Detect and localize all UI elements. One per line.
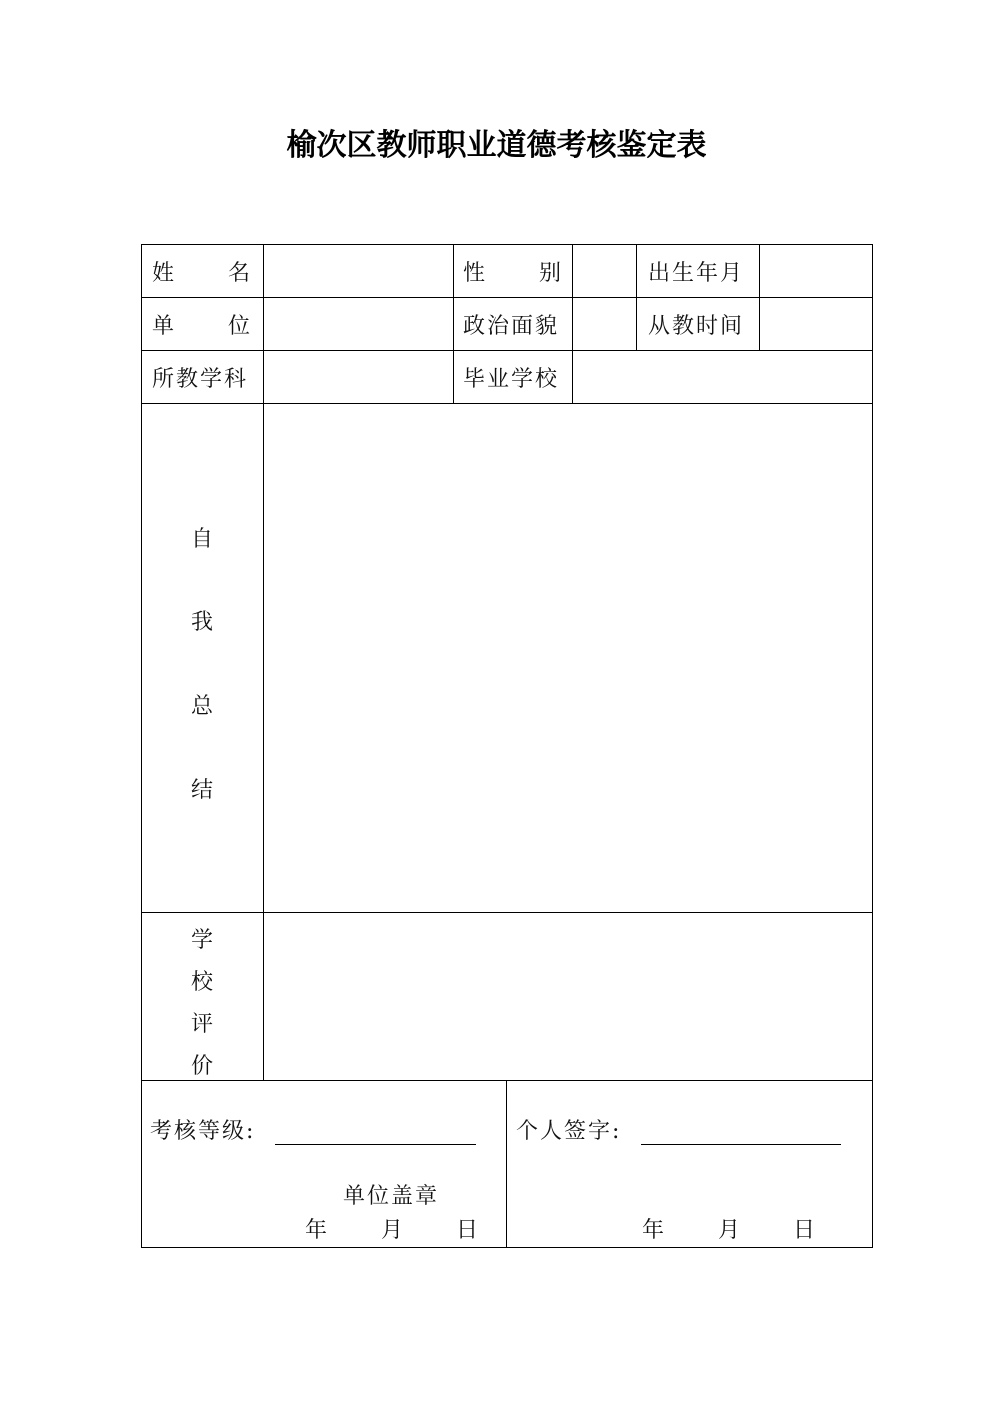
col-divider bbox=[506, 1080, 507, 1248]
signature-label: 个人签字: bbox=[516, 1119, 622, 1144]
label-char: 姓 bbox=[152, 261, 175, 286]
gender-label bbox=[463, 262, 561, 286]
page-title: 榆次区教师职业道德考核鉴定表 bbox=[286, 128, 707, 163]
label-char: 名 bbox=[227, 261, 250, 286]
unit-label bbox=[152, 315, 250, 339]
graduate-school-label: 毕业学校 bbox=[463, 367, 560, 392]
label-char: 总 bbox=[190, 694, 213, 719]
school-evaluation-field[interactable] bbox=[264, 913, 872, 1080]
table-border-right bbox=[872, 244, 873, 1248]
political-status-field[interactable] bbox=[573, 298, 636, 350]
date-month-label: 月 bbox=[718, 1218, 741, 1243]
label-char: 价 bbox=[190, 1054, 213, 1079]
name-label bbox=[152, 262, 250, 286]
label-char: 校 bbox=[190, 970, 213, 995]
subject-label: 所教学科 bbox=[152, 367, 249, 392]
date-year-label: 年 bbox=[305, 1218, 328, 1243]
date-day-label: 日 bbox=[456, 1218, 479, 1243]
self-summary-field[interactable] bbox=[264, 404, 872, 912]
teaching-since-label: 从教时间 bbox=[648, 314, 745, 339]
label-char: 结 bbox=[190, 778, 213, 803]
date-year-label: 年 bbox=[642, 1218, 665, 1243]
label-char: 位 bbox=[227, 314, 250, 339]
col-divider bbox=[453, 244, 454, 404]
teaching-since-field[interactable] bbox=[760, 298, 872, 350]
graduate-school-field[interactable] bbox=[573, 351, 872, 403]
label-char: 我 bbox=[190, 610, 213, 635]
unit-seal-label: 单位盖章 bbox=[343, 1184, 440, 1209]
label-char: 单 bbox=[152, 314, 175, 339]
name-field[interactable] bbox=[264, 245, 453, 297]
date-day-label: 日 bbox=[793, 1218, 816, 1243]
birth-date-field[interactable] bbox=[760, 245, 872, 297]
gender-field[interactable] bbox=[573, 245, 636, 297]
label-char: 性 bbox=[463, 261, 486, 286]
political-status-label: 政治面貌 bbox=[463, 314, 560, 339]
col-divider bbox=[636, 244, 637, 351]
birth-date-label: 出生年月 bbox=[648, 261, 745, 286]
label-char: 别 bbox=[538, 261, 561, 286]
unit-field[interactable] bbox=[264, 298, 453, 350]
date-month-label: 月 bbox=[381, 1218, 404, 1243]
subject-field[interactable] bbox=[264, 351, 453, 403]
label-char: 学 bbox=[190, 928, 213, 953]
label-char: 评 bbox=[190, 1012, 213, 1037]
row-divider bbox=[141, 1080, 873, 1081]
grade-field[interactable] bbox=[275, 1144, 476, 1145]
table-border-bottom bbox=[141, 1247, 873, 1248]
label-char: 自 bbox=[190, 527, 213, 552]
grade-label: 考核等级: bbox=[150, 1119, 256, 1144]
signature-field[interactable] bbox=[641, 1144, 841, 1145]
table-border-left bbox=[141, 244, 142, 1248]
